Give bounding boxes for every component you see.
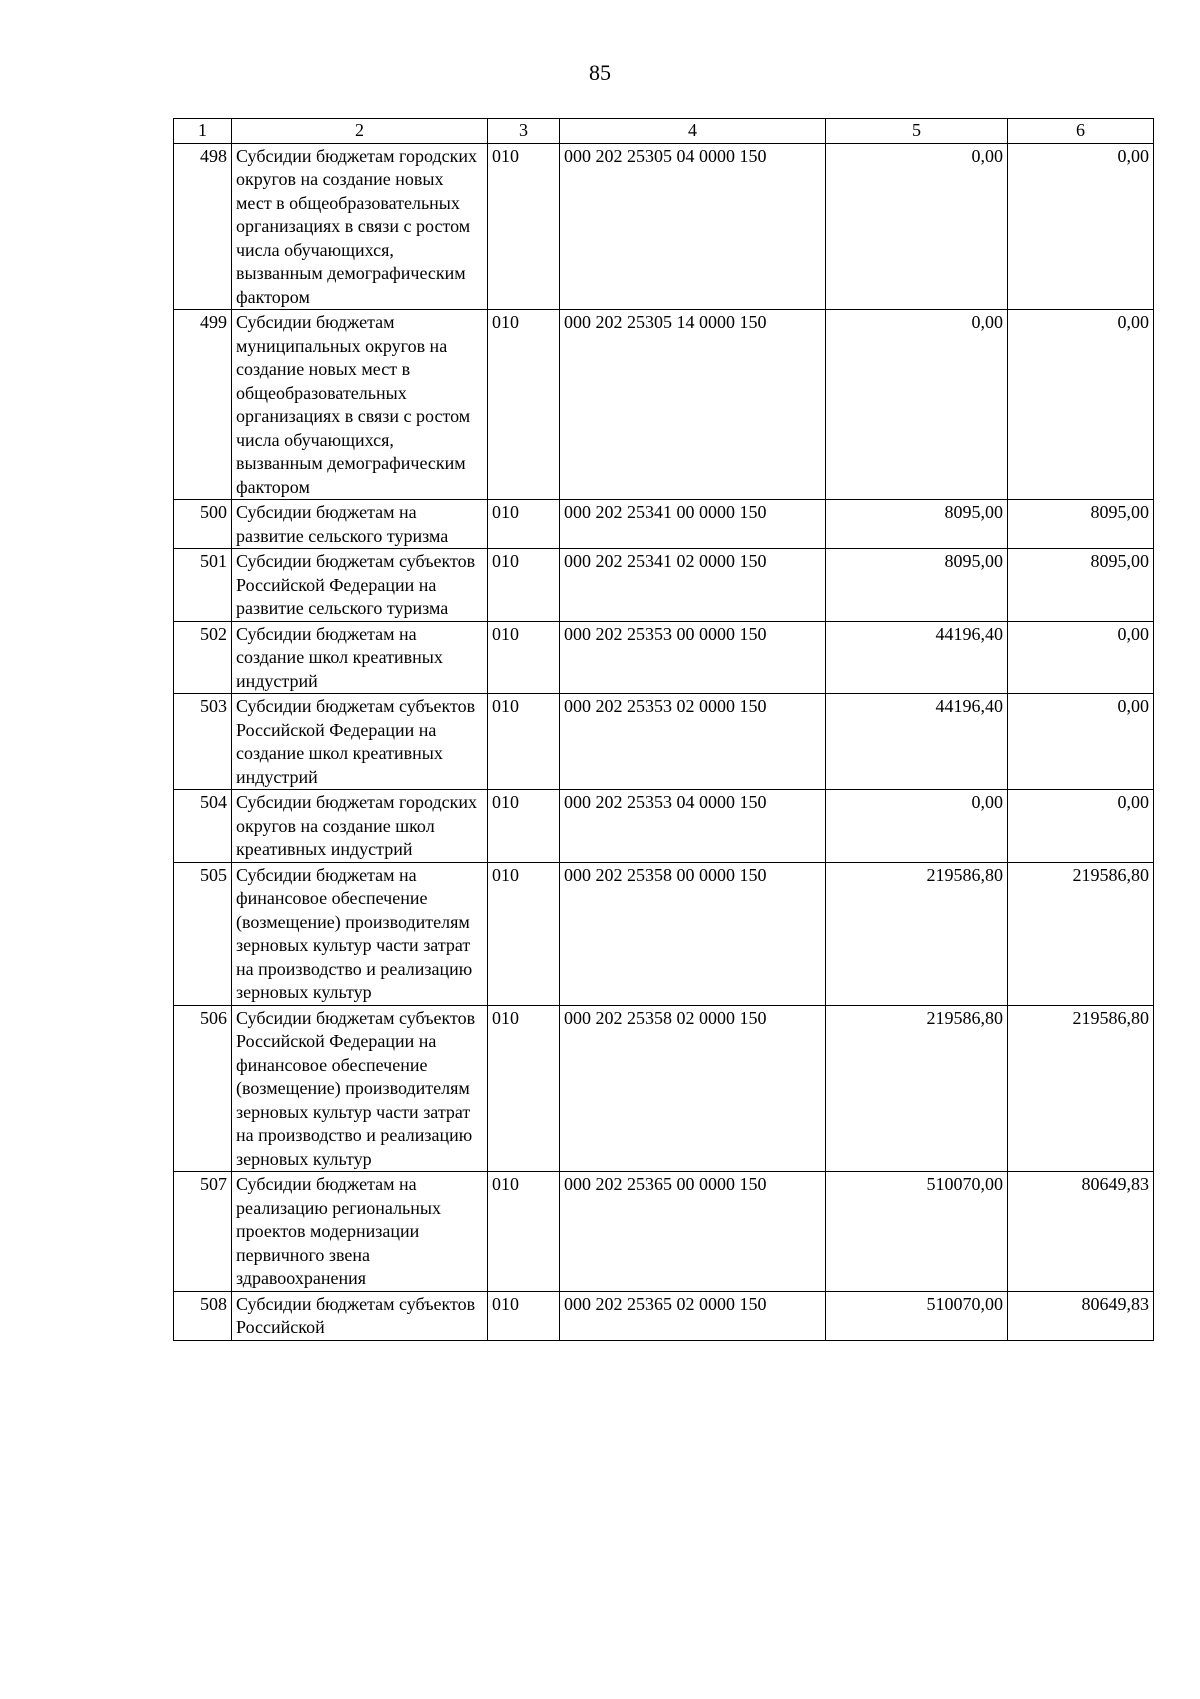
row-amount-col6: 0,00 xyxy=(1008,694,1154,790)
row-amount-col6: 8095,00 xyxy=(1008,549,1154,622)
table-row xyxy=(174,862,1154,1005)
row-amount-col6: 0,00 xyxy=(1008,310,1154,500)
row-budget-code: 000 202 25305 04 0000 150 xyxy=(560,143,826,310)
column-header: 3 xyxy=(488,119,560,144)
row-amount-col5: 8095,00 xyxy=(826,549,1008,622)
table-row xyxy=(174,500,1154,549)
column-header: 5 xyxy=(826,119,1008,144)
row-budget-code: 000 202 25353 00 0000 150 xyxy=(560,621,826,694)
row-description: Субсидии бюджетам субъектов Российской Федерации на создание школ креативных индустрий xyxy=(232,694,488,790)
row-col3: 010 xyxy=(488,549,560,622)
row-amount-col5: 219586,80 xyxy=(826,1005,1008,1172)
row-amount-col5: 0,00 xyxy=(826,790,1008,863)
table-row xyxy=(174,1172,1154,1292)
row-amount-col5: 0,00 xyxy=(826,143,1008,310)
table-row xyxy=(174,1005,1154,1172)
row-col3: 010 xyxy=(488,310,560,500)
table-row xyxy=(174,621,1154,694)
table-row xyxy=(174,694,1154,790)
row-budget-code: 000 202 25341 00 0000 150 xyxy=(560,500,826,549)
budget-table xyxy=(173,118,1154,1341)
row-description: Субсидии бюджетам на финансовое обеспечение (возмещение) производителям зерновых культур части затрат на производство и реализацию зерновых культур xyxy=(232,862,488,1005)
row-amount-col6: 0,00 xyxy=(1008,143,1154,310)
row-description: Субсидии бюджетам субъектов Российской xyxy=(232,1291,488,1340)
row-amount-col6: 219586,80 xyxy=(1008,1005,1154,1172)
row-description: Субсидии бюджетам городских округов на создание новых мест в общеобразовательных организациях в связи с ростом числа обучающихся, вызванным демографическим фактором xyxy=(232,143,488,310)
row-description: Субсидии бюджетам на развитие сельского туризма xyxy=(232,500,488,549)
row-amount-col5: 510070,00 xyxy=(826,1172,1008,1292)
row-number: 506 xyxy=(174,1005,232,1172)
row-amount-col6: 0,00 xyxy=(1008,621,1154,694)
row-number: 505 xyxy=(174,862,232,1005)
row-amount-col6: 219586,80 xyxy=(1008,862,1154,1005)
column-header: 4 xyxy=(560,119,826,144)
row-amount-col5: 0,00 xyxy=(826,310,1008,500)
row-number: 502 xyxy=(174,621,232,694)
row-amount-col5: 219586,80 xyxy=(826,862,1008,1005)
row-amount-col5: 44196,40 xyxy=(826,694,1008,790)
row-description: Субсидии бюджетам субъектов Российской Федерации на развитие сельского туризма xyxy=(232,549,488,622)
row-description: Субсидии бюджетам на реализацию региональных проектов модернизации первичного звена здравоохранения xyxy=(232,1172,488,1292)
row-col3: 010 xyxy=(488,621,560,694)
row-col3: 010 xyxy=(488,143,560,310)
column-header: 2 xyxy=(232,119,488,144)
column-header: 6 xyxy=(1008,119,1154,144)
row-budget-code: 000 202 25341 02 0000 150 xyxy=(560,549,826,622)
row-description: Субсидии бюджетам субъектов Российской Федерации на финансовое обеспечение (возмещение) производителям зерновых культур части затрат на производство и реализацию зерновых культур xyxy=(232,1005,488,1172)
table-header-row xyxy=(174,119,1154,144)
row-amount-col6: 80649,83 xyxy=(1008,1291,1154,1340)
table-body xyxy=(174,119,1154,1341)
row-number: 499 xyxy=(174,310,232,500)
row-number: 507 xyxy=(174,1172,232,1292)
table-row xyxy=(174,549,1154,622)
row-number: 501 xyxy=(174,549,232,622)
row-amount-col6: 8095,00 xyxy=(1008,500,1154,549)
table-row xyxy=(174,310,1154,500)
row-amount-col5: 510070,00 xyxy=(826,1291,1008,1340)
row-col3: 010 xyxy=(488,500,560,549)
row-budget-code: 000 202 25358 02 0000 150 xyxy=(560,1005,826,1172)
row-number: 498 xyxy=(174,143,232,310)
row-amount-col6: 0,00 xyxy=(1008,790,1154,863)
table-row xyxy=(174,790,1154,863)
row-amount-col6: 80649,83 xyxy=(1008,1172,1154,1292)
row-number: 504 xyxy=(174,790,232,863)
table-row xyxy=(174,143,1154,310)
row-col3: 010 xyxy=(488,862,560,1005)
row-col3: 010 xyxy=(488,694,560,790)
row-budget-code: 000 202 25305 14 0000 150 xyxy=(560,310,826,500)
row-budget-code: 000 202 25365 02 0000 150 xyxy=(560,1291,826,1340)
row-description: Субсидии бюджетам городских округов на создание школ креативных индустрий xyxy=(232,790,488,863)
page-number: 85 xyxy=(589,60,611,85)
row-budget-code: 000 202 25358 00 0000 150 xyxy=(560,862,826,1005)
row-amount-col5: 8095,00 xyxy=(826,500,1008,549)
row-col3: 010 xyxy=(488,1172,560,1292)
row-description: Субсидии бюджетам на создание школ креативных индустрий xyxy=(232,621,488,694)
row-number: 508 xyxy=(174,1291,232,1340)
column-header: 1 xyxy=(174,119,232,144)
row-description: Субсидии бюджетам муниципальных округов на создание новых мест в общеобразовательных организациях в связи с ростом числа обучающихся, вызванным демографическим фактором xyxy=(232,310,488,500)
row-col3: 010 xyxy=(488,790,560,863)
row-budget-code: 000 202 25353 04 0000 150 xyxy=(560,790,826,863)
row-number: 503 xyxy=(174,694,232,790)
row-col3: 010 xyxy=(488,1291,560,1340)
table-row xyxy=(174,1291,1154,1340)
row-budget-code: 000 202 25365 00 0000 150 xyxy=(560,1172,826,1292)
row-col3: 010 xyxy=(488,1005,560,1172)
row-number: 500 xyxy=(174,500,232,549)
row-amount-col5: 44196,40 xyxy=(826,621,1008,694)
row-budget-code: 000 202 25353 02 0000 150 xyxy=(560,694,826,790)
